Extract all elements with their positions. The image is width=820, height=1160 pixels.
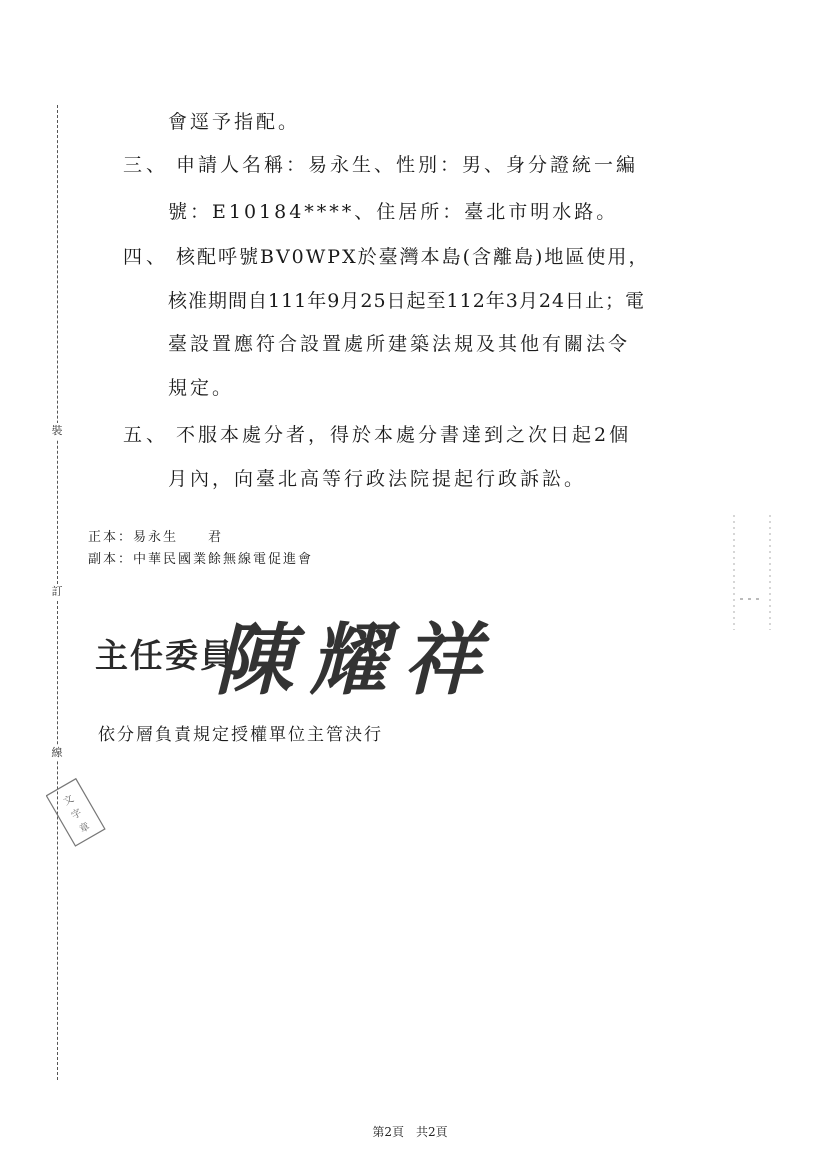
svg-text:文: 文 — [61, 793, 76, 808]
item-3-line-1: 申請人名稱：易永生、性別：男、身分證統一編 — [176, 154, 639, 176]
svg-text:章: 章 — [77, 821, 92, 836]
item-5-line-1: 不服本處分者，得於本處分書達到之次日起2個 — [176, 424, 632, 446]
item-5-marker: 五、 — [123, 424, 170, 446]
item-3-line-2: 號：E10184****、住居所：臺北市明水路。 — [168, 201, 619, 223]
signature-name: 陳耀祥 — [215, 615, 498, 706]
svg-text:字: 字 — [69, 807, 84, 822]
binding-mark-zhuang: 裝 — [49, 423, 65, 439]
binding-mark-xian: 線 — [49, 745, 65, 761]
item-3-marker: 三、 — [123, 154, 170, 176]
seal-stamp — [46, 775, 106, 847]
recipient-original: 正本：易永生 君 — [88, 530, 224, 545]
page-footer: 第2頁 共2頁 — [372, 1125, 448, 1139]
signature-title: 主任委員 — [95, 636, 235, 675]
binding-mark-ding: 訂 — [49, 584, 65, 600]
item-4-line-1: 核配呼號BV0WPX於臺灣本島(含離島)地區使用， — [176, 246, 650, 268]
item-4-line-3: 臺設置應符合設置處所建築法規及其他有關法令 — [168, 333, 631, 355]
delegation-statement: 依分層負責規定授權單位主管決行 — [98, 725, 383, 745]
recipient-copy: 副本：中華民國業餘無線電促進會 — [88, 552, 314, 567]
item-4-marker: 四、 — [123, 246, 170, 268]
item-5-line-2: 月內，向臺北高等行政法院提起行政訴訟。 — [168, 468, 587, 490]
item-4-line-2: 核准期間自111年9月25日起至112年3月24日止；電 — [168, 290, 646, 312]
paragraph-continuation-line: 會逕予指配。 — [168, 111, 301, 133]
scan-artifact-marks — [728, 510, 778, 650]
item-4-line-4: 規定。 — [168, 377, 235, 399]
